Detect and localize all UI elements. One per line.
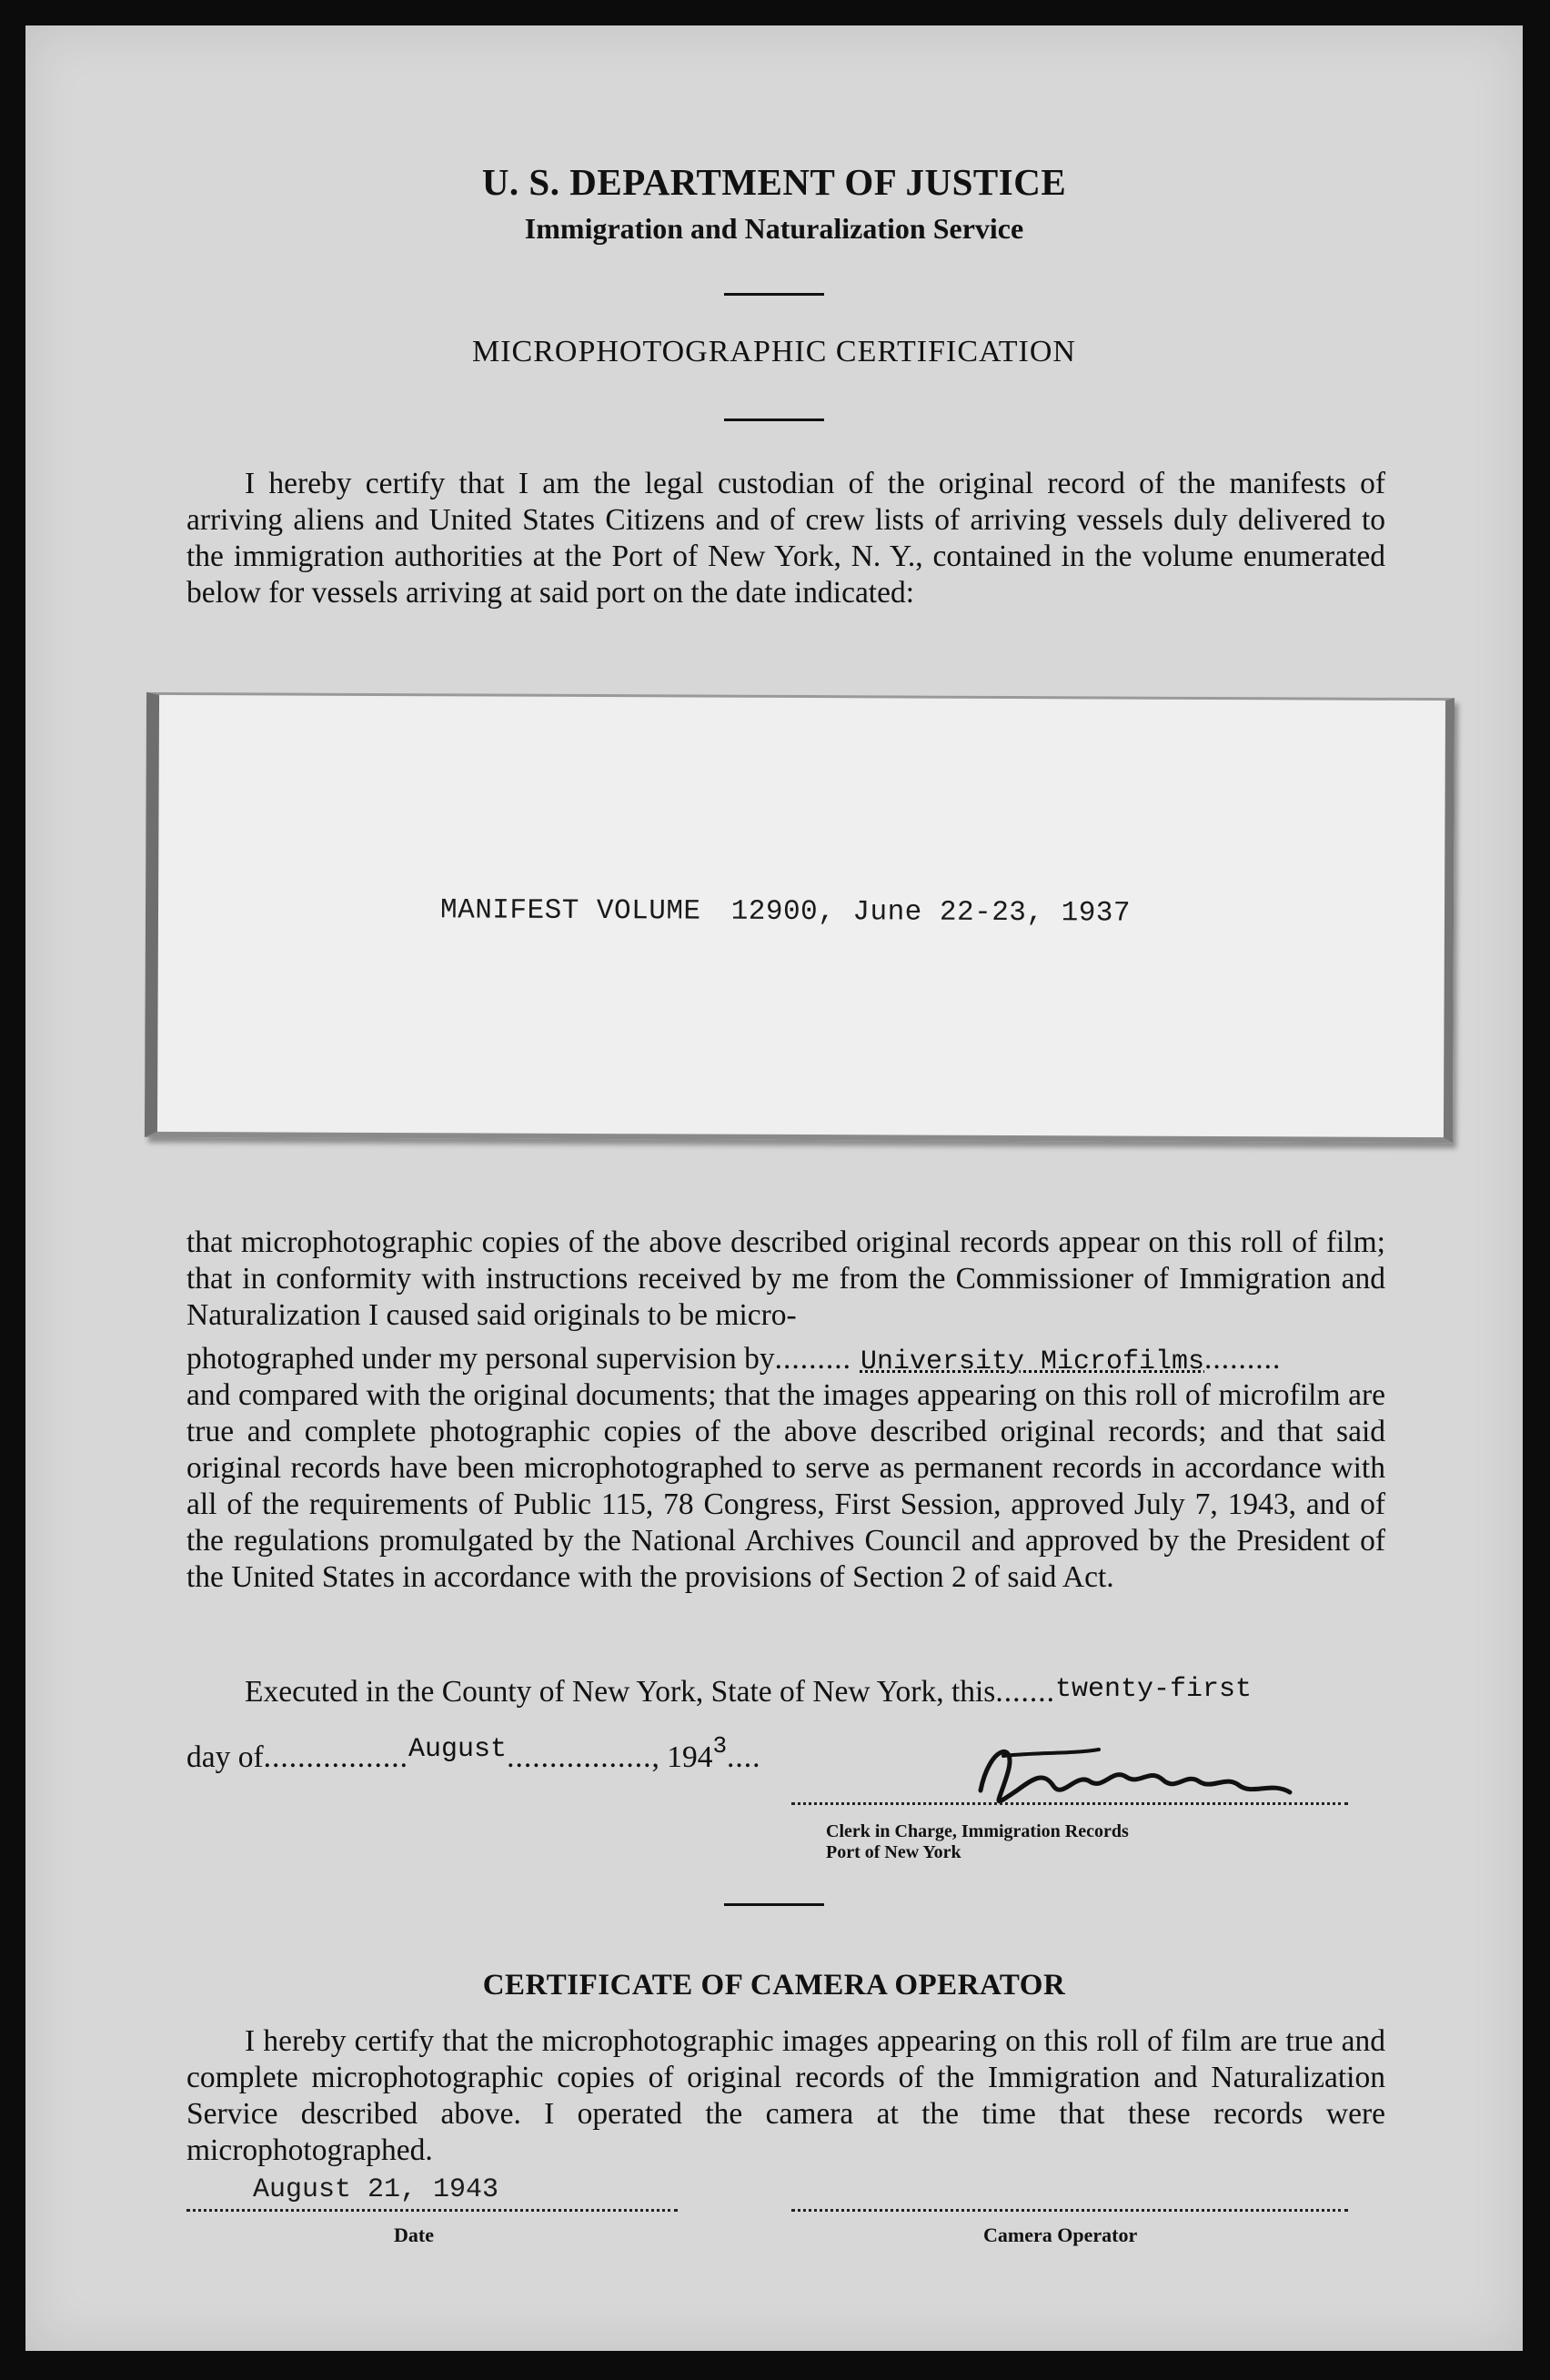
clerk-title-line2: Port of New York [826, 1842, 961, 1862]
camera-date-value: August 21, 1943 [253, 2174, 499, 2205]
execution-month: August [408, 1734, 508, 1765]
manifest-volume-text [440, 894, 1131, 929]
manifest-volume-label: MANIFEST VOLUME [439, 894, 701, 928]
execution-year-digit: 3 [712, 1732, 728, 1760]
service-subtitle: Immigration and Naturalization Service [524, 212, 1024, 245]
camera-certificate-text: I hereby certify that the microphotographic images appearing on this roll of film are true and complete microphotographic copies of original records of the Immigration and Naturalization Service described above. I operated the camera at the time that these records were microphotographed. [186, 2024, 1385, 2167]
day-of-label: day of [186, 1740, 264, 1774]
execution-prefix: Executed in the County of New York, State of New York, this [245, 1675, 996, 1709]
execution-day: twenty-first [1054, 1674, 1253, 1705]
supervision-prefix: photographed under my personal supervision by [186, 1342, 775, 1376]
clerk-signature [953, 1736, 1317, 1818]
body-paragraph-part2: and compared with the original documents; that the images appearing on this roll of microfilm are true and complete photographic copies of the above described original records; and that said original records have been microphotographed to serve as permanent records in accordance with all of the requirements of Public 115, 78 Congress, First Session, approved July 7, 1943, and of the regulations promulgated by the National Archives Council and approved by the President of the United States in accordance with the provisions of Section 2 of said Act. [186, 1378, 1385, 1594]
clerk-signature-line [791, 1802, 1348, 1805]
camera-operator-line [791, 2209, 1348, 2212]
certificate-sheet [25, 25, 1523, 2351]
header-divider-bottom [724, 419, 824, 421]
manifest-volume-value: 12900, June 22-23, 1937 [730, 895, 1132, 930]
day-of-line: day of.................August................., $194^3$.... [186, 1732, 761, 1774]
camera-date-line [186, 2209, 678, 2212]
supervision-value: University Microfilms [860, 1346, 1205, 1377]
camera-certificate-heading: CERTIFICATE OF CAMERA OPERATOR [482, 1969, 1066, 2002]
clerk-caption [826, 1821, 1129, 1863]
execution-line: Executed in the County of New York, State of New York, this.......twenty-first [245, 1674, 1253, 1709]
camera-operator-label: Camera Operator [983, 2224, 1138, 2246]
execution-year: , 194 [651, 1740, 713, 1774]
manifest-volume-slip [145, 692, 1454, 1143]
body-paragraph-part1: that microphotographic copies of the above described original records appear on this roll of film; that in conformity with instructions received by me from the Commissioner of Immigration and Naturalization I caused said originals to be micro- [186, 1225, 1385, 1332]
intro-paragraph: I hereby certify that I am the legal custodian of the original record of the manifests of arriving aliens and United States Citizens and of crew lists of arriving vessels duly delivered to the immigration authorities at the Port of New York, N. Y., contained in the volume enumerated below for vessels arriving at said port on the date indicated: [186, 467, 1385, 610]
clerk-title-line1: Clerk in Charge, Immigration Records [826, 1821, 1129, 1841]
agency-title: U. S. DEPARTMENT OF JUSTICE [481, 161, 1067, 203]
supervision-line: photographed under my personal supervision by......... University Microfilms......... [186, 1342, 1282, 1377]
camera-date-label: Date [394, 2224, 434, 2246]
header-divider-top [724, 293, 824, 296]
section-divider [724, 1903, 824, 1906]
form-title: MICROPHOTOGRAPHIC CERTIFICATION [471, 335, 1076, 368]
